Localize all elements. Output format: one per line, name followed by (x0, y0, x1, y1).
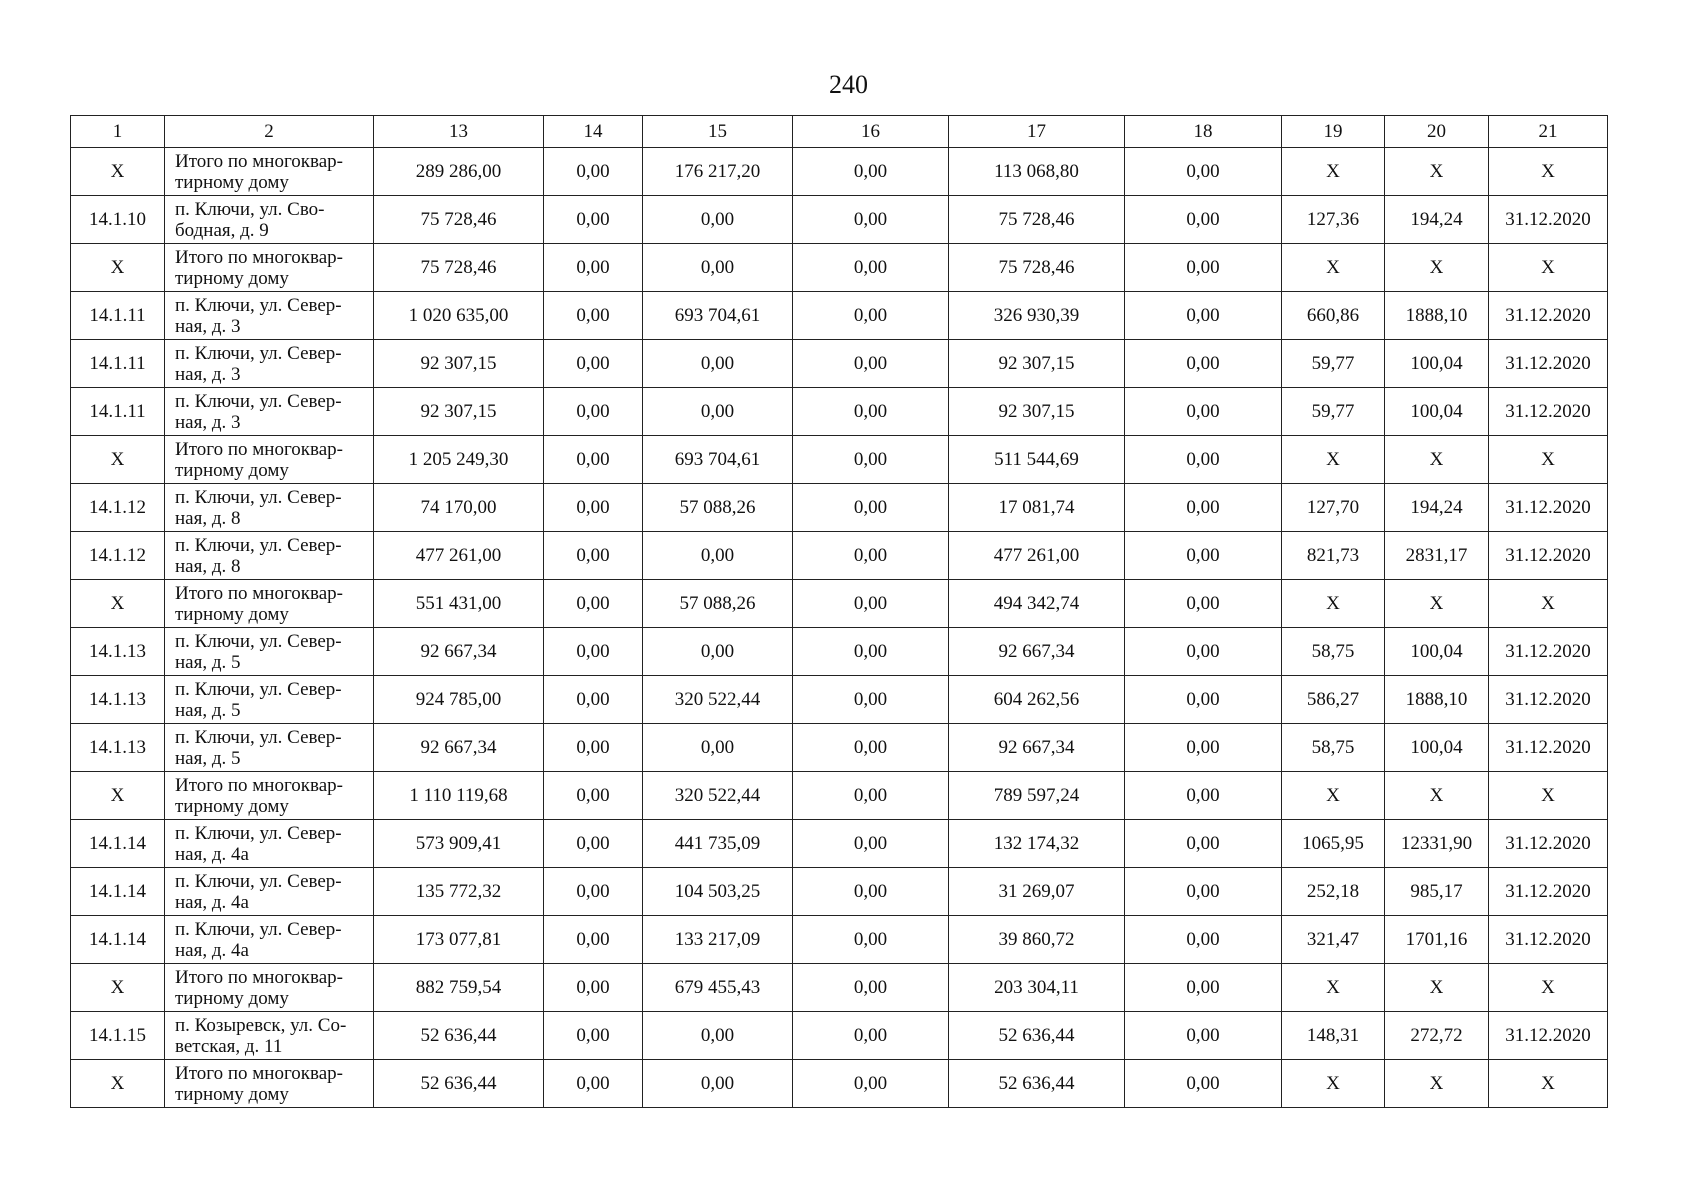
table-cell: 882 759,54 (374, 964, 544, 1012)
table-cell: 0,00 (1125, 532, 1282, 580)
table-cell: 693 704,61 (643, 292, 793, 340)
table-cell: X (1282, 964, 1385, 1012)
table-cell: 1 110 119,68 (374, 772, 544, 820)
table-cell: 113 068,80 (949, 148, 1125, 196)
table-cell: 0,00 (643, 724, 793, 772)
table-row (71, 820, 1608, 868)
table-cell: 477 261,00 (374, 532, 544, 580)
table-cell: X (1385, 244, 1489, 292)
table-cell: 0,00 (793, 724, 949, 772)
address-cell: п. Козыревск, ул. Со- ветская, д. 11 (165, 1012, 374, 1060)
table-cell: 551 431,00 (374, 580, 544, 628)
column-header: 13 (374, 116, 544, 148)
table-cell: 14.1.15 (71, 1012, 165, 1060)
address-cell: Итого по многоквар- тирному дому (165, 964, 374, 1012)
table-cell: 0,00 (643, 1060, 793, 1108)
table-cell: 0,00 (793, 292, 949, 340)
address-cell: Итого по многоквар- тирному дому (165, 580, 374, 628)
table-cell: 0,00 (544, 628, 643, 676)
table-cell: 477 261,00 (949, 532, 1125, 580)
table-row (71, 1060, 1608, 1108)
address-cell: п. Ключи, ул. Север- ная, д. 3 (165, 292, 374, 340)
table-cell: 0,00 (793, 1012, 949, 1060)
table-cell: 92 307,15 (374, 340, 544, 388)
table-cell: 0,00 (1125, 340, 1282, 388)
address-cell: п. Ключи, ул. Север- ная, д. 4а (165, 916, 374, 964)
table-cell: 92 307,15 (949, 340, 1125, 388)
table-cell: 1888,10 (1385, 676, 1489, 724)
table-cell: 441 735,09 (643, 820, 793, 868)
table-cell: 14.1.11 (71, 388, 165, 436)
table-cell: 0,00 (793, 1060, 949, 1108)
table-row (71, 580, 1608, 628)
table-cell: 321,47 (1282, 916, 1385, 964)
table-cell: 0,00 (793, 820, 949, 868)
table-cell: 31.12.2020 (1489, 196, 1608, 244)
table-cell: 52 636,44 (949, 1060, 1125, 1108)
table-cell: 0,00 (544, 772, 643, 820)
table-cell: 0,00 (1125, 148, 1282, 196)
table-cell: 132 174,32 (949, 820, 1125, 868)
table-cell: 0,00 (544, 148, 643, 196)
table-cell: X (1489, 436, 1608, 484)
table-cell: X (71, 436, 165, 484)
table-cell: 0,00 (544, 244, 643, 292)
table-cell: X (71, 580, 165, 628)
table-cell: 0,00 (1125, 436, 1282, 484)
table-cell: 75 728,46 (374, 244, 544, 292)
table-cell: 92 667,34 (374, 628, 544, 676)
table-cell: 74 170,00 (374, 484, 544, 532)
address-cell: Итого по многоквар- тирному дому (165, 1060, 374, 1108)
column-header: 1 (71, 116, 165, 148)
table-cell: X (1282, 244, 1385, 292)
table-cell: 924 785,00 (374, 676, 544, 724)
table-cell: 12331,90 (1385, 820, 1489, 868)
column-header: 18 (1125, 116, 1282, 148)
table-row (71, 724, 1608, 772)
address-cell: п. Ключи, ул. Север- ная, д. 8 (165, 484, 374, 532)
table-row (71, 628, 1608, 676)
table-cell: 0,00 (793, 964, 949, 1012)
header-row (71, 116, 1608, 148)
table-cell: 31.12.2020 (1489, 724, 1608, 772)
table-cell: 252,18 (1282, 868, 1385, 916)
table-cell: 52 636,44 (374, 1012, 544, 1060)
table-row (71, 964, 1608, 1012)
table-cell: 0,00 (1125, 868, 1282, 916)
table-cell: 0,00 (793, 196, 949, 244)
table-cell: 604 262,56 (949, 676, 1125, 724)
table-row (71, 676, 1608, 724)
table-cell: 0,00 (544, 676, 643, 724)
column-header: 17 (949, 116, 1125, 148)
table-cell: 14.1.14 (71, 820, 165, 868)
table-cell: 0,00 (544, 532, 643, 580)
table-cell: 173 077,81 (374, 916, 544, 964)
table-cell: 0,00 (793, 676, 949, 724)
table-row (71, 244, 1608, 292)
table-row (71, 196, 1608, 244)
table-cell: 0,00 (793, 388, 949, 436)
table-cell: 0,00 (544, 484, 643, 532)
table-cell: 127,36 (1282, 196, 1385, 244)
table-cell: 0,00 (793, 628, 949, 676)
table-cell: 821,73 (1282, 532, 1385, 580)
table-cell: 31.12.2020 (1489, 292, 1608, 340)
table-body (71, 148, 1608, 1108)
table-cell: 14.1.14 (71, 868, 165, 916)
table-cell: 326 930,39 (949, 292, 1125, 340)
address-cell: п. Ключи, ул. Север- ная, д. 5 (165, 628, 374, 676)
table-cell: 693 704,61 (643, 436, 793, 484)
address-cell: Итого по многоквар- тирному дому (165, 436, 374, 484)
table-cell: 0,00 (1125, 1012, 1282, 1060)
column-header: 14 (544, 116, 643, 148)
table-cell: 58,75 (1282, 724, 1385, 772)
table-row (71, 484, 1608, 532)
table-cell: X (1385, 148, 1489, 196)
table-cell: 289 286,00 (374, 148, 544, 196)
table-row (71, 436, 1608, 484)
address-cell: п. Ключи, ул. Север- ная, д. 3 (165, 388, 374, 436)
table-cell: 0,00 (793, 244, 949, 292)
table-cell: 0,00 (544, 916, 643, 964)
table-cell: 92 667,34 (949, 628, 1125, 676)
table-cell: 100,04 (1385, 628, 1489, 676)
column-header: 21 (1489, 116, 1608, 148)
table-cell: 0,00 (793, 436, 949, 484)
table-cell: 0,00 (1125, 244, 1282, 292)
table-cell: 0,00 (1125, 964, 1282, 1012)
table-cell: 0,00 (544, 964, 643, 1012)
address-cell: п. Ключи, ул. Север- ная, д. 4а (165, 820, 374, 868)
table-cell: 100,04 (1385, 724, 1489, 772)
table-cell: 586,27 (1282, 676, 1385, 724)
table-cell: 31.12.2020 (1489, 868, 1608, 916)
table-cell: 100,04 (1385, 340, 1489, 388)
table-cell: 52 636,44 (949, 1012, 1125, 1060)
address-cell: п. Ключи, ул. Север- ная, д. 3 (165, 340, 374, 388)
table-cell: 14.1.12 (71, 484, 165, 532)
table-cell: 0,00 (1125, 484, 1282, 532)
table-cell: 14.1.12 (71, 532, 165, 580)
table-cell: X (71, 244, 165, 292)
table-cell: 14.1.11 (71, 292, 165, 340)
table-cell: 14.1.11 (71, 340, 165, 388)
table-cell: 31.12.2020 (1489, 820, 1608, 868)
table-row (71, 868, 1608, 916)
table-cell: X (71, 1060, 165, 1108)
table-cell: 0,00 (544, 196, 643, 244)
table-cell: 31.12.2020 (1489, 1012, 1608, 1060)
table-cell: 92 667,34 (374, 724, 544, 772)
table-cell: 320 522,44 (643, 676, 793, 724)
table-cell: 203 304,11 (949, 964, 1125, 1012)
table-cell: 127,70 (1282, 484, 1385, 532)
table-cell: 0,00 (1125, 292, 1282, 340)
table-cell: 57 088,26 (643, 580, 793, 628)
table-cell: 494 342,74 (949, 580, 1125, 628)
table-cell: 14.1.13 (71, 676, 165, 724)
table-row (71, 916, 1608, 964)
table-cell: 148,31 (1282, 1012, 1385, 1060)
table-cell: 14.1.14 (71, 916, 165, 964)
table-cell: 176 217,20 (643, 148, 793, 196)
address-cell: п. Ключи, ул. Север- ная, д. 8 (165, 532, 374, 580)
table-cell: 0,00 (643, 1012, 793, 1060)
table-cell: X (1385, 772, 1489, 820)
table-cell: 0,00 (793, 340, 949, 388)
table-cell: 0,00 (1125, 676, 1282, 724)
table-cell: 0,00 (1125, 820, 1282, 868)
table-cell: 104 503,25 (643, 868, 793, 916)
table-cell: 0,00 (544, 820, 643, 868)
table-row (71, 340, 1608, 388)
table-cell: 0,00 (544, 868, 643, 916)
table-cell: 0,00 (793, 868, 949, 916)
table-cell: 17 081,74 (949, 484, 1125, 532)
table-cell: 31.12.2020 (1489, 340, 1608, 388)
table-cell: 31.12.2020 (1489, 532, 1608, 580)
table-cell: 31.12.2020 (1489, 484, 1608, 532)
table-cell: 0,00 (793, 916, 949, 964)
data-table (70, 115, 1608, 1108)
table-cell: 0,00 (544, 340, 643, 388)
address-cell: п. Ключи, ул. Сво- бодная, д. 9 (165, 196, 374, 244)
table-cell: 2831,17 (1385, 532, 1489, 580)
table-cell: X (1489, 244, 1608, 292)
table-cell: 1888,10 (1385, 292, 1489, 340)
table-cell: 75 728,46 (374, 196, 544, 244)
table-cell: X (1489, 148, 1608, 196)
table-cell: 14.1.13 (71, 628, 165, 676)
table-cell: 135 772,32 (374, 868, 544, 916)
table-cell: 660,86 (1282, 292, 1385, 340)
column-header: 15 (643, 116, 793, 148)
table-cell: 679 455,43 (643, 964, 793, 1012)
column-header: 20 (1385, 116, 1489, 148)
table-row (71, 388, 1608, 436)
table-cell: 573 909,41 (374, 820, 544, 868)
address-cell: п. Ключи, ул. Север- ная, д. 5 (165, 676, 374, 724)
table-cell: 0,00 (1125, 628, 1282, 676)
table-cell: X (71, 964, 165, 1012)
table-cell: 92 307,15 (374, 388, 544, 436)
table-row (71, 292, 1608, 340)
column-header: 19 (1282, 116, 1385, 148)
table-cell: 0,00 (793, 772, 949, 820)
page-number: 240 (829, 70, 868, 99)
table-cell: 194,24 (1385, 196, 1489, 244)
table-cell: 320 522,44 (643, 772, 793, 820)
table-cell: 0,00 (544, 580, 643, 628)
table-cell: 0,00 (544, 1012, 643, 1060)
table-cell: 31.12.2020 (1489, 676, 1608, 724)
table-cell: 31.12.2020 (1489, 628, 1608, 676)
table-cell: 0,00 (1125, 1060, 1282, 1108)
table-cell: 59,77 (1282, 388, 1385, 436)
table-cell: 100,04 (1385, 388, 1489, 436)
table-cell: X (1385, 964, 1489, 1012)
table-cell: X (1489, 580, 1608, 628)
table-cell: 31.12.2020 (1489, 916, 1608, 964)
address-cell: п. Ключи, ул. Север- ная, д. 4а (165, 868, 374, 916)
table-cell: 194,24 (1385, 484, 1489, 532)
table-cell: X (71, 772, 165, 820)
table-cell: 0,00 (1125, 388, 1282, 436)
table-cell: 75 728,46 (949, 196, 1125, 244)
column-header: 2 (165, 116, 374, 148)
table-cell: 789 597,24 (949, 772, 1125, 820)
table-cell: 14.1.10 (71, 196, 165, 244)
table-cell: X (1282, 1060, 1385, 1108)
table-cell: X (1282, 148, 1385, 196)
address-cell: Итого по многоквар- тирному дому (165, 148, 374, 196)
table-cell: 0,00 (1125, 772, 1282, 820)
table-cell: 1 020 635,00 (374, 292, 544, 340)
table-cell: 1065,95 (1282, 820, 1385, 868)
table-cell: X (1282, 580, 1385, 628)
table-cell: 985,17 (1385, 868, 1489, 916)
table-cell: 57 088,26 (643, 484, 793, 532)
table-cell: 272,72 (1385, 1012, 1489, 1060)
table-cell: 0,00 (1125, 724, 1282, 772)
table-cell: 0,00 (793, 148, 949, 196)
table-cell: 0,00 (643, 196, 793, 244)
table-cell: 0,00 (544, 1060, 643, 1108)
table-row (71, 772, 1608, 820)
table-cell: 1701,16 (1385, 916, 1489, 964)
address-cell: п. Ключи, ул. Север- ная, д. 5 (165, 724, 374, 772)
table-cell: 92 667,34 (949, 724, 1125, 772)
table-cell: X (1282, 772, 1385, 820)
table-cell: 92 307,15 (949, 388, 1125, 436)
table-cell: 0,00 (643, 244, 793, 292)
table-cell: 75 728,46 (949, 244, 1125, 292)
table-cell: 0,00 (544, 292, 643, 340)
table-cell: X (1489, 772, 1608, 820)
table-cell: 0,00 (544, 436, 643, 484)
table-cell: X (1489, 1060, 1608, 1108)
table-cell: X (1385, 580, 1489, 628)
table-cell: 0,00 (793, 532, 949, 580)
table-row (71, 532, 1608, 580)
table-cell: 133 217,09 (643, 916, 793, 964)
table-cell: 1 205 249,30 (374, 436, 544, 484)
table-row (71, 1012, 1608, 1060)
address-cell: Итого по многоквар- тирному дому (165, 772, 374, 820)
table-cell: 511 544,69 (949, 436, 1125, 484)
table-cell: 0,00 (544, 724, 643, 772)
address-cell: Итого по многоквар- тирному дому (165, 244, 374, 292)
table-cell: X (71, 148, 165, 196)
table-cell: 0,00 (1125, 580, 1282, 628)
table-cell: 0,00 (793, 580, 949, 628)
table-cell: 0,00 (643, 532, 793, 580)
table-cell: 52 636,44 (374, 1060, 544, 1108)
table-cell: 0,00 (643, 388, 793, 436)
table-cell: 0,00 (544, 388, 643, 436)
table-row (71, 148, 1608, 196)
table-cell: 0,00 (793, 484, 949, 532)
table-cell: X (1385, 1060, 1489, 1108)
table-cell: 58,75 (1282, 628, 1385, 676)
table-cell: 59,77 (1282, 340, 1385, 388)
table-cell: X (1282, 436, 1385, 484)
table-cell: 14.1.13 (71, 724, 165, 772)
table-cell: 39 860,72 (949, 916, 1125, 964)
table-cell: 0,00 (643, 340, 793, 388)
table-cell: 0,00 (643, 628, 793, 676)
table-cell: 31 269,07 (949, 868, 1125, 916)
column-header: 16 (793, 116, 949, 148)
table-cell: X (1489, 964, 1608, 1012)
table-cell: 0,00 (1125, 196, 1282, 244)
table-cell: 31.12.2020 (1489, 388, 1608, 436)
table-cell: X (1385, 436, 1489, 484)
table-cell: 0,00 (1125, 916, 1282, 964)
